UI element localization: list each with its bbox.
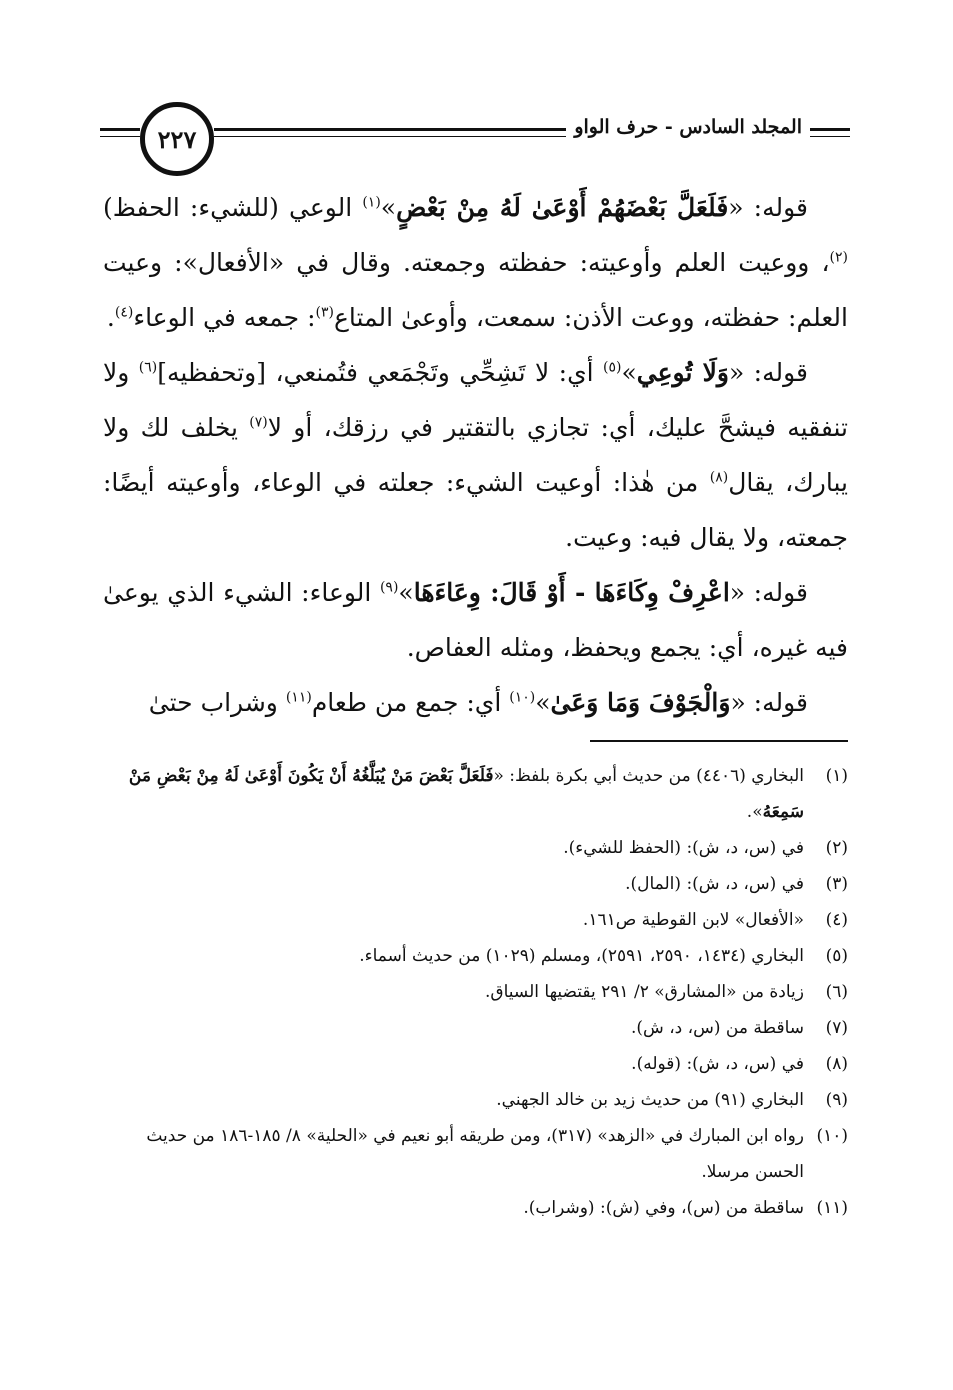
footnote-ref: (٧) bbox=[249, 414, 268, 431]
footnote-ref: (١١) bbox=[285, 689, 312, 706]
footnote bbox=[103, 1082, 848, 1118]
footnote-ref: (٢) bbox=[829, 249, 848, 266]
text: قوله: « bbox=[729, 578, 808, 607]
footnote-number: (١١) bbox=[816, 1198, 848, 1218]
running-title: المجلد السادس - حرف الواو bbox=[566, 116, 810, 138]
footnote-number: (٤) bbox=[825, 910, 848, 930]
footnote bbox=[103, 830, 848, 866]
paragraph-1 bbox=[103, 180, 848, 345]
footnote-text: ساقطة من (س)، وفي (ش): (وشراب). bbox=[523, 1198, 804, 1218]
text: » bbox=[621, 358, 637, 387]
footnote bbox=[103, 902, 848, 938]
text: من هٰذا: أوعيت الشيء: جعلته في الوعاء، وأوعيته أيضًا: جمعته، ولا يقال فيه: وعيت. bbox=[103, 468, 848, 552]
page-header bbox=[100, 98, 850, 170]
footnote-ref: (١) bbox=[362, 194, 381, 211]
footnote-number: (٧) bbox=[825, 1018, 848, 1038]
footnote-number: (٢) bbox=[825, 838, 848, 858]
footnote-ref: (٦) bbox=[138, 359, 158, 376]
page-number: ٢٢٧ bbox=[157, 124, 197, 154]
text: ، ووعيت العلم وأوعيته: حفظته وجمعته. وقال في «الأفعال»: وعيت العلم: حفظته، ووعت الأذن: سمعت، وأوعىٰ المتاع bbox=[103, 248, 848, 332]
footnote bbox=[103, 1046, 848, 1082]
footnote bbox=[103, 1010, 848, 1046]
text: وشراب حتىٰ bbox=[148, 688, 286, 717]
footnote-ref: (٨) bbox=[709, 469, 729, 486]
footnote-text: «الأفعال» لابن القوطية ص١٦١. bbox=[582, 910, 804, 930]
footnote-text: رواه ابن المبارك في «الزهد» (٣١٧)، ومن طريقه أبو نعيم في «الحلية» ٨/ ١٨٥-١٨٦ من حديث الحسن مرسلا. bbox=[146, 1126, 804, 1182]
text: الوعي (للشيء: الحفظ) bbox=[103, 193, 363, 222]
footnote-text: البخاري (١٤٣٤، ٢٥٩٠، ٢٥٩١)، ومسلم (١٠٢٩) من حديث أسماء. bbox=[359, 946, 804, 966]
footnote-text: زيادة من «المشارق» ٢/ ٢٩١ يقتضيها السياق. bbox=[485, 982, 804, 1002]
text: قوله: « bbox=[728, 193, 808, 222]
footnote-text: في (س، د، ش): (الحفظ للشيء). bbox=[563, 838, 804, 858]
hadith-quote: وَالْجَوْفَ وَمَا وَعَىٰ bbox=[550, 688, 731, 717]
text: أي: لا تَشِحِّي وتَجْمَعي فتُمنعي، [وتحفظيه] bbox=[157, 358, 604, 387]
footnote-number: (١) bbox=[825, 766, 848, 786]
footnote-text bbox=[103, 758, 804, 830]
text: » bbox=[535, 688, 551, 717]
footnote-ref: (١٠) bbox=[509, 689, 536, 706]
footnotes bbox=[103, 758, 848, 1226]
text: قوله: « bbox=[728, 358, 808, 387]
text: قوله: « bbox=[730, 688, 808, 717]
footnote-text: ساقطة من (س، د، ش). bbox=[631, 1018, 804, 1038]
footnote-number: (٥) bbox=[825, 946, 848, 966]
page-number-circle bbox=[140, 102, 214, 176]
footnote-ref: (٥) bbox=[603, 359, 622, 376]
footnote-ref: (٣) bbox=[315, 304, 334, 321]
footnote-text: في (س، د، ش): (قوله). bbox=[631, 1054, 804, 1074]
footnote-ref: (٤) bbox=[114, 304, 134, 321]
hadith-quote: فَلَعَلَّ بَعْضَهُمْ أَوْعَىٰ لَهُ مِنْ بَعْضٍ bbox=[396, 193, 729, 222]
text: ولا تنفقيه فيشحَّ عليك، أي: تجازي بالتقتير في رزقك، أو لا bbox=[103, 358, 848, 442]
paragraph-4 bbox=[103, 675, 848, 730]
text: الوعاء: الشيء الذي يوعىٰ فيه غيره، أي: يجمع ويحفظ، ومثله العفاص. bbox=[103, 578, 848, 662]
hadith-quote: فَلَعَلَّ بَعْضَ مَنْ يُبَلَّغُهُ أَنْ يَكُونَ أَوْعَىٰ لَهُ مِنْ بَعْضِ مَنْ سَمِعَهُ bbox=[128, 766, 804, 822]
footnote bbox=[103, 1190, 848, 1226]
footnote-ref: (٩) bbox=[379, 579, 399, 596]
hadith-quote: اعْرِفْ وِكَاءَهَا - أَوْ قَالَ: وِعَاءَهَا bbox=[413, 578, 730, 607]
paragraph-2 bbox=[103, 345, 848, 565]
footnote-number: (١٠) bbox=[816, 1126, 848, 1146]
footnote bbox=[103, 974, 848, 1010]
hadith-quote: وَلَا تُوعِي bbox=[636, 358, 729, 387]
footnote-number: (٣) bbox=[825, 874, 848, 894]
text: ». bbox=[746, 802, 763, 822]
header-rule-left-thin bbox=[100, 136, 140, 137]
text: » bbox=[380, 193, 397, 222]
footnote-number: (٩) bbox=[825, 1090, 848, 1110]
footnote bbox=[103, 866, 848, 902]
header-rule-left bbox=[100, 128, 140, 131]
text: البخاري (٤٤٠٦) من حديث أبي بكرة بلفظ: « bbox=[493, 766, 804, 786]
footnote-text: في (س، د، ش): (المال). bbox=[625, 874, 804, 894]
footnote-number: (٨) bbox=[825, 1054, 848, 1074]
footnote-number: (٦) bbox=[825, 982, 848, 1002]
text: » bbox=[398, 578, 414, 607]
text: : جمعه في الوعاء bbox=[133, 303, 316, 332]
text: أي: جمع من طعام bbox=[311, 688, 510, 717]
paragraph-3 bbox=[103, 565, 848, 675]
text: . bbox=[106, 303, 115, 332]
text: يخلف لك ولا يبارك، يقال bbox=[103, 413, 848, 497]
footnote bbox=[103, 1118, 848, 1190]
footnote bbox=[103, 938, 848, 974]
main-text bbox=[103, 180, 848, 730]
footnote-text: البخاري (٩١) من حديث زيد بن خالد الجهني. bbox=[496, 1090, 804, 1110]
footnote bbox=[103, 758, 848, 830]
footnote-separator bbox=[590, 740, 848, 742]
